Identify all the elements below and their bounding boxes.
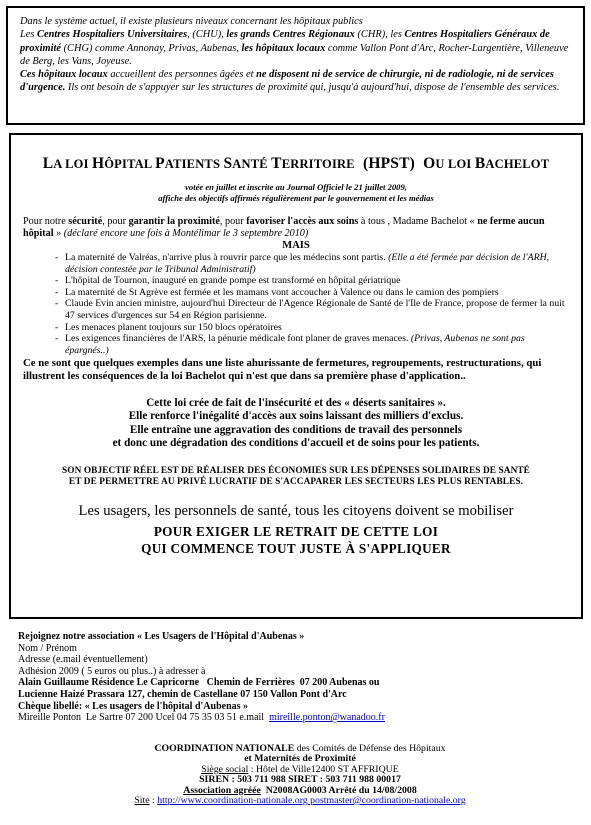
list-item (57, 287, 569, 299)
text: , pour (102, 216, 129, 227)
footer (80, 744, 520, 806)
text: Association agréée (183, 784, 261, 796)
text: La maternité de Valréas, n'arrive plus à rouvrir parce que les médecins sont partis. (65, 252, 389, 263)
title-part: A LOI (53, 157, 92, 171)
footer-line: et Maternités de Proximité (244, 753, 356, 765)
text: Site (134, 795, 150, 807)
list-item (57, 252, 569, 275)
title-part: ANTÉ (232, 157, 272, 171)
objective (23, 466, 569, 489)
text: L'hôpital de Tournon, inauguré en grande pompe est transformé en hôpital gériatrique (65, 275, 401, 287)
title-part: S (223, 155, 233, 172)
text: (Privas, Aubenas ne sont pas épargnés..) (65, 333, 525, 356)
text: des Comités de Défense des Hôpitaux (294, 743, 446, 754)
consequence-line: Cette loi crée de fait de l'insécurité et des « déserts sanitaires ». (146, 396, 446, 409)
subtitle (23, 182, 569, 203)
title-part: ÔPITAL (104, 157, 156, 171)
text: Mireille Ponton Le Sartre 07 200 Ucel 04 75 35 03 51 e.mail (18, 712, 270, 724)
title-part: U LOI (435, 157, 475, 171)
intro-paragraph-3 (20, 68, 575, 95)
title-part: ACHELOT (485, 157, 550, 171)
text: Claude Evin ancien ministre, aujourd'hui Directeur de l'Agence Régionale de Santé de l'Ile de France, propose de fermer la nuit 47 services d'urgences sur 54 en Région parisienne. (65, 298, 565, 321)
text: garantir la proximité (128, 216, 220, 227)
text: N2008AG0003 Arrêté du 14/08/2008 (260, 784, 417, 796)
contact-line: Lucienne Haizé Prassara 127, chemin de Castellane 07 150 Vallon Pont d'Arc (18, 688, 347, 700)
text: sécurité (68, 216, 103, 227)
join-section (18, 631, 584, 724)
text: Siège social (201, 763, 249, 775)
main-box (9, 133, 583, 619)
text: La maternité de St Agrève est fermée et les mamans vont accoucher à Valence ou dans le camion des pompiers (65, 286, 499, 298)
consequence-line: et donc une dégradation des conditions d'accueil et de soins pour les patients. (112, 437, 480, 450)
title-part: L (42, 155, 54, 172)
text: , (CHU), (187, 29, 227, 41)
text: COORDINATION NATIONALE (154, 743, 295, 754)
title-part: B (474, 155, 486, 172)
title-part: O (414, 155, 436, 172)
list-item (57, 275, 569, 287)
text: Ils ont besoin de s'appuyer sur les structures de proximité qui, jusqu'à aujourd'hui, dispose de l'ensemble des services. (65, 82, 560, 94)
text: , pour (219, 216, 247, 227)
text: Pour notre (23, 216, 69, 227)
email-link[interactable]: mireille.ponton@wanadoo.fr (269, 712, 385, 724)
title-part: ERRITOIRE (281, 157, 355, 171)
text: ne disposent ni de service de chirurgie, ni de radiologie, ni de services d'urgence. (20, 69, 554, 94)
text: (CHG) comme Annonay, Privas, Aubenas, (60, 42, 242, 54)
examples-summary: Ce ne sont que quelques exemples dans une liste ahurissante de fermetures, regroupements, restructurations, qui illustrent les conséquences de la loi Bachelot qui n'est que dans sa première phase d'application.. (23, 357, 542, 382)
join-heading: Rejoignez notre association « Les Usagers de l'Hôpital d'Aubenas » (18, 631, 305, 642)
demand-line: QUI COMMENCE TOUT JUSTE À S'APPLIQUER (141, 541, 451, 557)
list-item (57, 298, 569, 321)
list-item (57, 333, 569, 356)
text: accueillent des personnes âgées et (107, 69, 257, 81)
text: Les exigences financières de l'ARS, la pénurie médicale font planer de graves menaces. (65, 333, 411, 345)
consequence-line: Elle renforce l'inégalité d'accès aux soins laissant des milliers d'exclus. (128, 410, 464, 423)
consequences (23, 397, 569, 451)
chg-label: Centres Hospitaliers Généraux de proximité (20, 29, 550, 54)
list-item (57, 322, 569, 334)
demand-line: POUR EXIGER LE RETRAIT DE CETTE LOI (153, 523, 439, 539)
name-field-label: Nom / Prénom (18, 642, 77, 654)
text: favoriser l'accès aux soins (246, 216, 359, 227)
chr-label: les grands Centres Régionaux (226, 29, 355, 41)
text: (CHR), les (354, 29, 405, 41)
text: à tous , Madame Bachelot « (358, 216, 478, 227)
postmaster-email-link[interactable]: postmaster@coordination-nationale.org (307, 795, 466, 807)
intro-statement (23, 216, 569, 240)
title-part: T (271, 155, 282, 172)
text: » (53, 228, 64, 239)
membership-line: Adhésion 2009 ( 5 euros ou plus..) à adresser à (18, 665, 206, 677)
text: (Elle a été fermée par décision de l'ARH, décision contestée par le Tribunal Administratif) (65, 252, 550, 275)
cheque-line: Chèque libellé: « Les usagers de l'hôpital d'Aubenas » (18, 700, 249, 712)
contact-mireille (18, 712, 584, 724)
call-to-action: Les usagers, les personnels de santé, tous les citoyens doivent se mobiliser (78, 502, 514, 519)
chu-label: Centres Hospitaliers Universitaires (37, 29, 188, 41)
text: comme Vallon Pont d'Arc, Rocher-Largentière, Villeneuve de Berg, les Vans, Joyeuse. (20, 42, 569, 67)
address-field-label: Adresse (e.mail éventuellement) (18, 654, 148, 666)
text: : Hôtel de Ville12400 ST AFFRIQUE (248, 763, 399, 775)
objective-line: ET DE PERMETTRE AU PRIVÉ LUCRATIF DE S'ACCAPARER LES SECTEURS LES PLUS RENTABLES. (68, 477, 524, 488)
text: Les (20, 29, 38, 41)
title-part: (HPST) (354, 155, 415, 172)
examples-list (23, 252, 569, 356)
text: Ces hôpitaux locaux (20, 69, 108, 81)
text: : (149, 795, 158, 807)
text: Les menaces planent toujours sur 150 blocs opératoires (65, 321, 282, 333)
local-hospitals-label: les hôpitaux locaux (241, 42, 326, 54)
text: (déclaré encore une fois à Montélimar le 3 septembre 2010) (63, 228, 309, 239)
intro-paragraph-2 (20, 28, 575, 68)
footer-line (80, 796, 520, 806)
subtitle-line: affiche des objectifs affirmés régulièrement par le gouvernement et les médias (158, 192, 434, 203)
title-part: P (155, 155, 165, 172)
website-link[interactable]: http://www.coordination-nationale.org (157, 795, 308, 807)
contact-line: Alain Guillaume Résidence Le Capricorne Chemin de Ferrières 07 200 Aubenas ou (18, 677, 380, 689)
consequence-line: Elle entraîne une aggravation des conditions de travail des personnels (129, 423, 463, 436)
subtitle-line: votée en juillet et inscrite au Journal Officiel le 21 juillet 2009, (185, 182, 407, 192)
intro-paragraph-1: Dans le système actuel, il existe plusieurs niveaux concernant les hôpitaux publics (20, 16, 363, 27)
title-part: H (91, 155, 105, 172)
page-title (23, 155, 569, 173)
demand (23, 523, 569, 558)
text: ne ferme aucun hôpital (23, 216, 545, 239)
intro-box (6, 6, 585, 125)
footer-line: SIREN : 503 711 988 SIRET : 503 711 988 00017 (199, 774, 401, 786)
objective-line: SON OBJECTIF RÉEL EST DE RÉALISER DES ÉCONOMIES SUR LES DÉPENSES SOLIDAIRES DE SANTÉ (62, 465, 530, 476)
mais-heading: MAIS (282, 240, 310, 251)
title-part: ATIENTS (164, 157, 224, 171)
